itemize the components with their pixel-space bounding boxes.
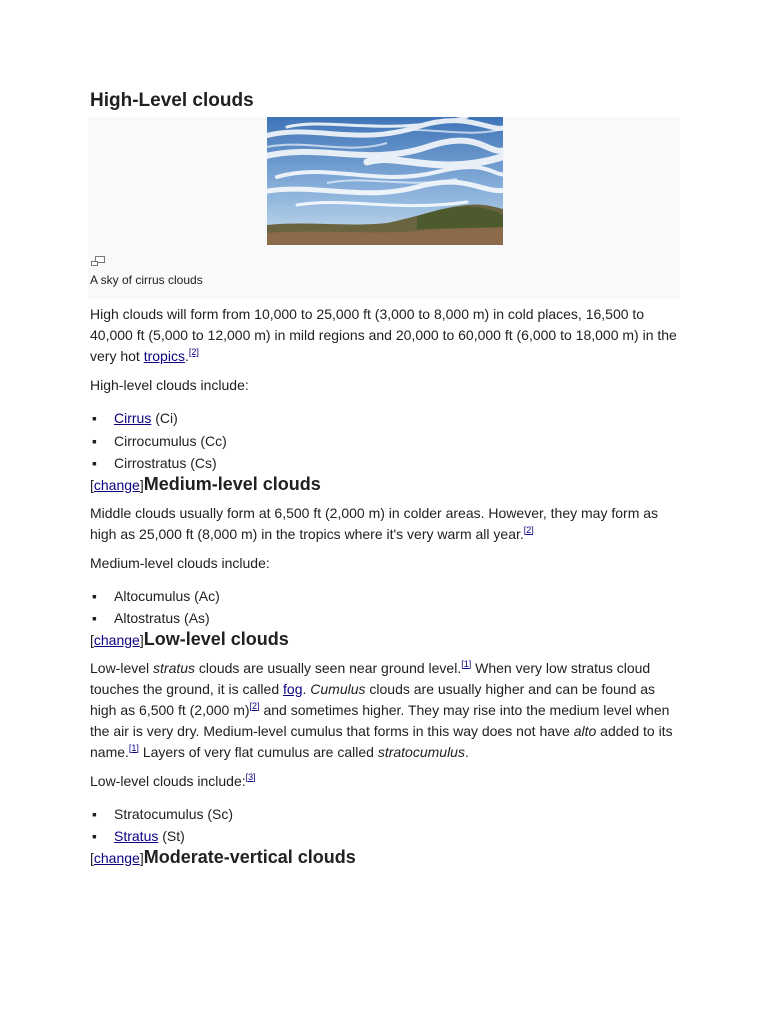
article-content [90, 90, 680, 868]
list-item: ▪ Altostratus (As) [90, 607, 680, 630]
high-paragraph: High clouds will form from 10,000 to 25,000 ft (3,000 to 8,000 m) in cold places, 16,500 to 40,000 ft (5,000 to 12,000 m) in mild regions and 20,000 to 60,000 ft (6,000 to 18,000 m) in the very hot tropics.[2] [90, 306, 677, 364]
high-include-text: High-level clouds include: [90, 377, 249, 393]
medium-include-text: Medium-level clouds include: [90, 554, 270, 571]
fog-link[interactable]: fog [283, 680, 303, 697]
section-heading-low: [change]Low-level clouds [90, 628, 289, 649]
square-bullet-icon: ▪ [92, 805, 97, 822]
square-bullet-icon: ▪ [92, 455, 97, 471]
cirrus-link[interactable]: Cirrus [114, 410, 152, 426]
list-item: ▪ Cirrocumulus (Cc) [90, 430, 680, 453]
section-title: Medium-level clouds [143, 473, 321, 494]
reference-link[interactable]: [2] [523, 524, 534, 535]
list-item: ▪ Cirrus (Ci) [90, 407, 680, 430]
list-item: ▪ Stratocumulus (Sc) [90, 803, 680, 826]
high-cloud-list [90, 407, 680, 475]
square-bullet-icon: ▪ [92, 432, 97, 449]
list-item: ▪ Cirrostratus (Cs) [90, 452, 680, 475]
low-cloud-list [90, 803, 680, 848]
medium-cloud-list [90, 585, 680, 630]
cirrus-sky-image[interactable] [267, 117, 503, 245]
section-heading-medium: [change]Medium-level clouds [90, 473, 321, 494]
list-item: ▪ Altocumulus (Ac) [90, 585, 680, 608]
section-heading-vertical: [change]Moderate-vertical clouds [90, 846, 356, 867]
low-paragraph: Low-level stratus clouds are usually seen near ground level.[1] When very low stratus cloud touches the ground, it is called fog. Cumulus clouds are usually higher and can be found as high as 6,500 ft (2,000 m)[2] and sometimes higher. They may rise into the medium level when the air is very dry. Medium-level cumulus that forms in this way does not have alto added to its name.[1] Layers of very flat cumulus are called stratocumulus. [90, 658, 673, 760]
reference-link[interactable]: [1] [128, 742, 139, 753]
reference-link[interactable]: [3] [245, 771, 256, 782]
list-item: ▪ Stratus (St) [90, 825, 680, 848]
edit-section-link[interactable]: change [93, 476, 140, 493]
square-bullet-icon: ▪ [92, 410, 97, 426]
thumbnail-frame [88, 117, 680, 299]
reference-link[interactable]: [2] [188, 347, 199, 357]
reference-link[interactable]: [2] [249, 700, 260, 711]
square-bullet-icon: ▪ [92, 610, 97, 626]
low-include-text: Low-level clouds include:[3] [90, 771, 256, 789]
section-title: Moderate-vertical clouds [143, 846, 356, 867]
tropics-link[interactable]: tropics [143, 348, 185, 364]
edit-section-link[interactable]: change [93, 849, 140, 866]
square-bullet-icon: ▪ [92, 587, 97, 604]
section-title: Low-level clouds [143, 628, 289, 649]
section-heading-high: High-Level clouds [90, 90, 254, 111]
edit-section-link[interactable]: change [93, 631, 140, 648]
medium-paragraph: Middle clouds usually form at 6,500 ft (2,000 m) in colder areas. However, they may form as high as 25,000 ft (8,000 m) in the tropics where it's very warm all year.[2] [90, 504, 659, 542]
reference-link[interactable]: [1] [461, 658, 472, 669]
magnify-clip-icon[interactable] [91, 254, 106, 265]
square-bullet-icon: ▪ [92, 828, 97, 844]
image-caption: A sky of cirrus clouds [90, 273, 203, 287]
stratus-link[interactable]: Stratus [114, 828, 159, 844]
